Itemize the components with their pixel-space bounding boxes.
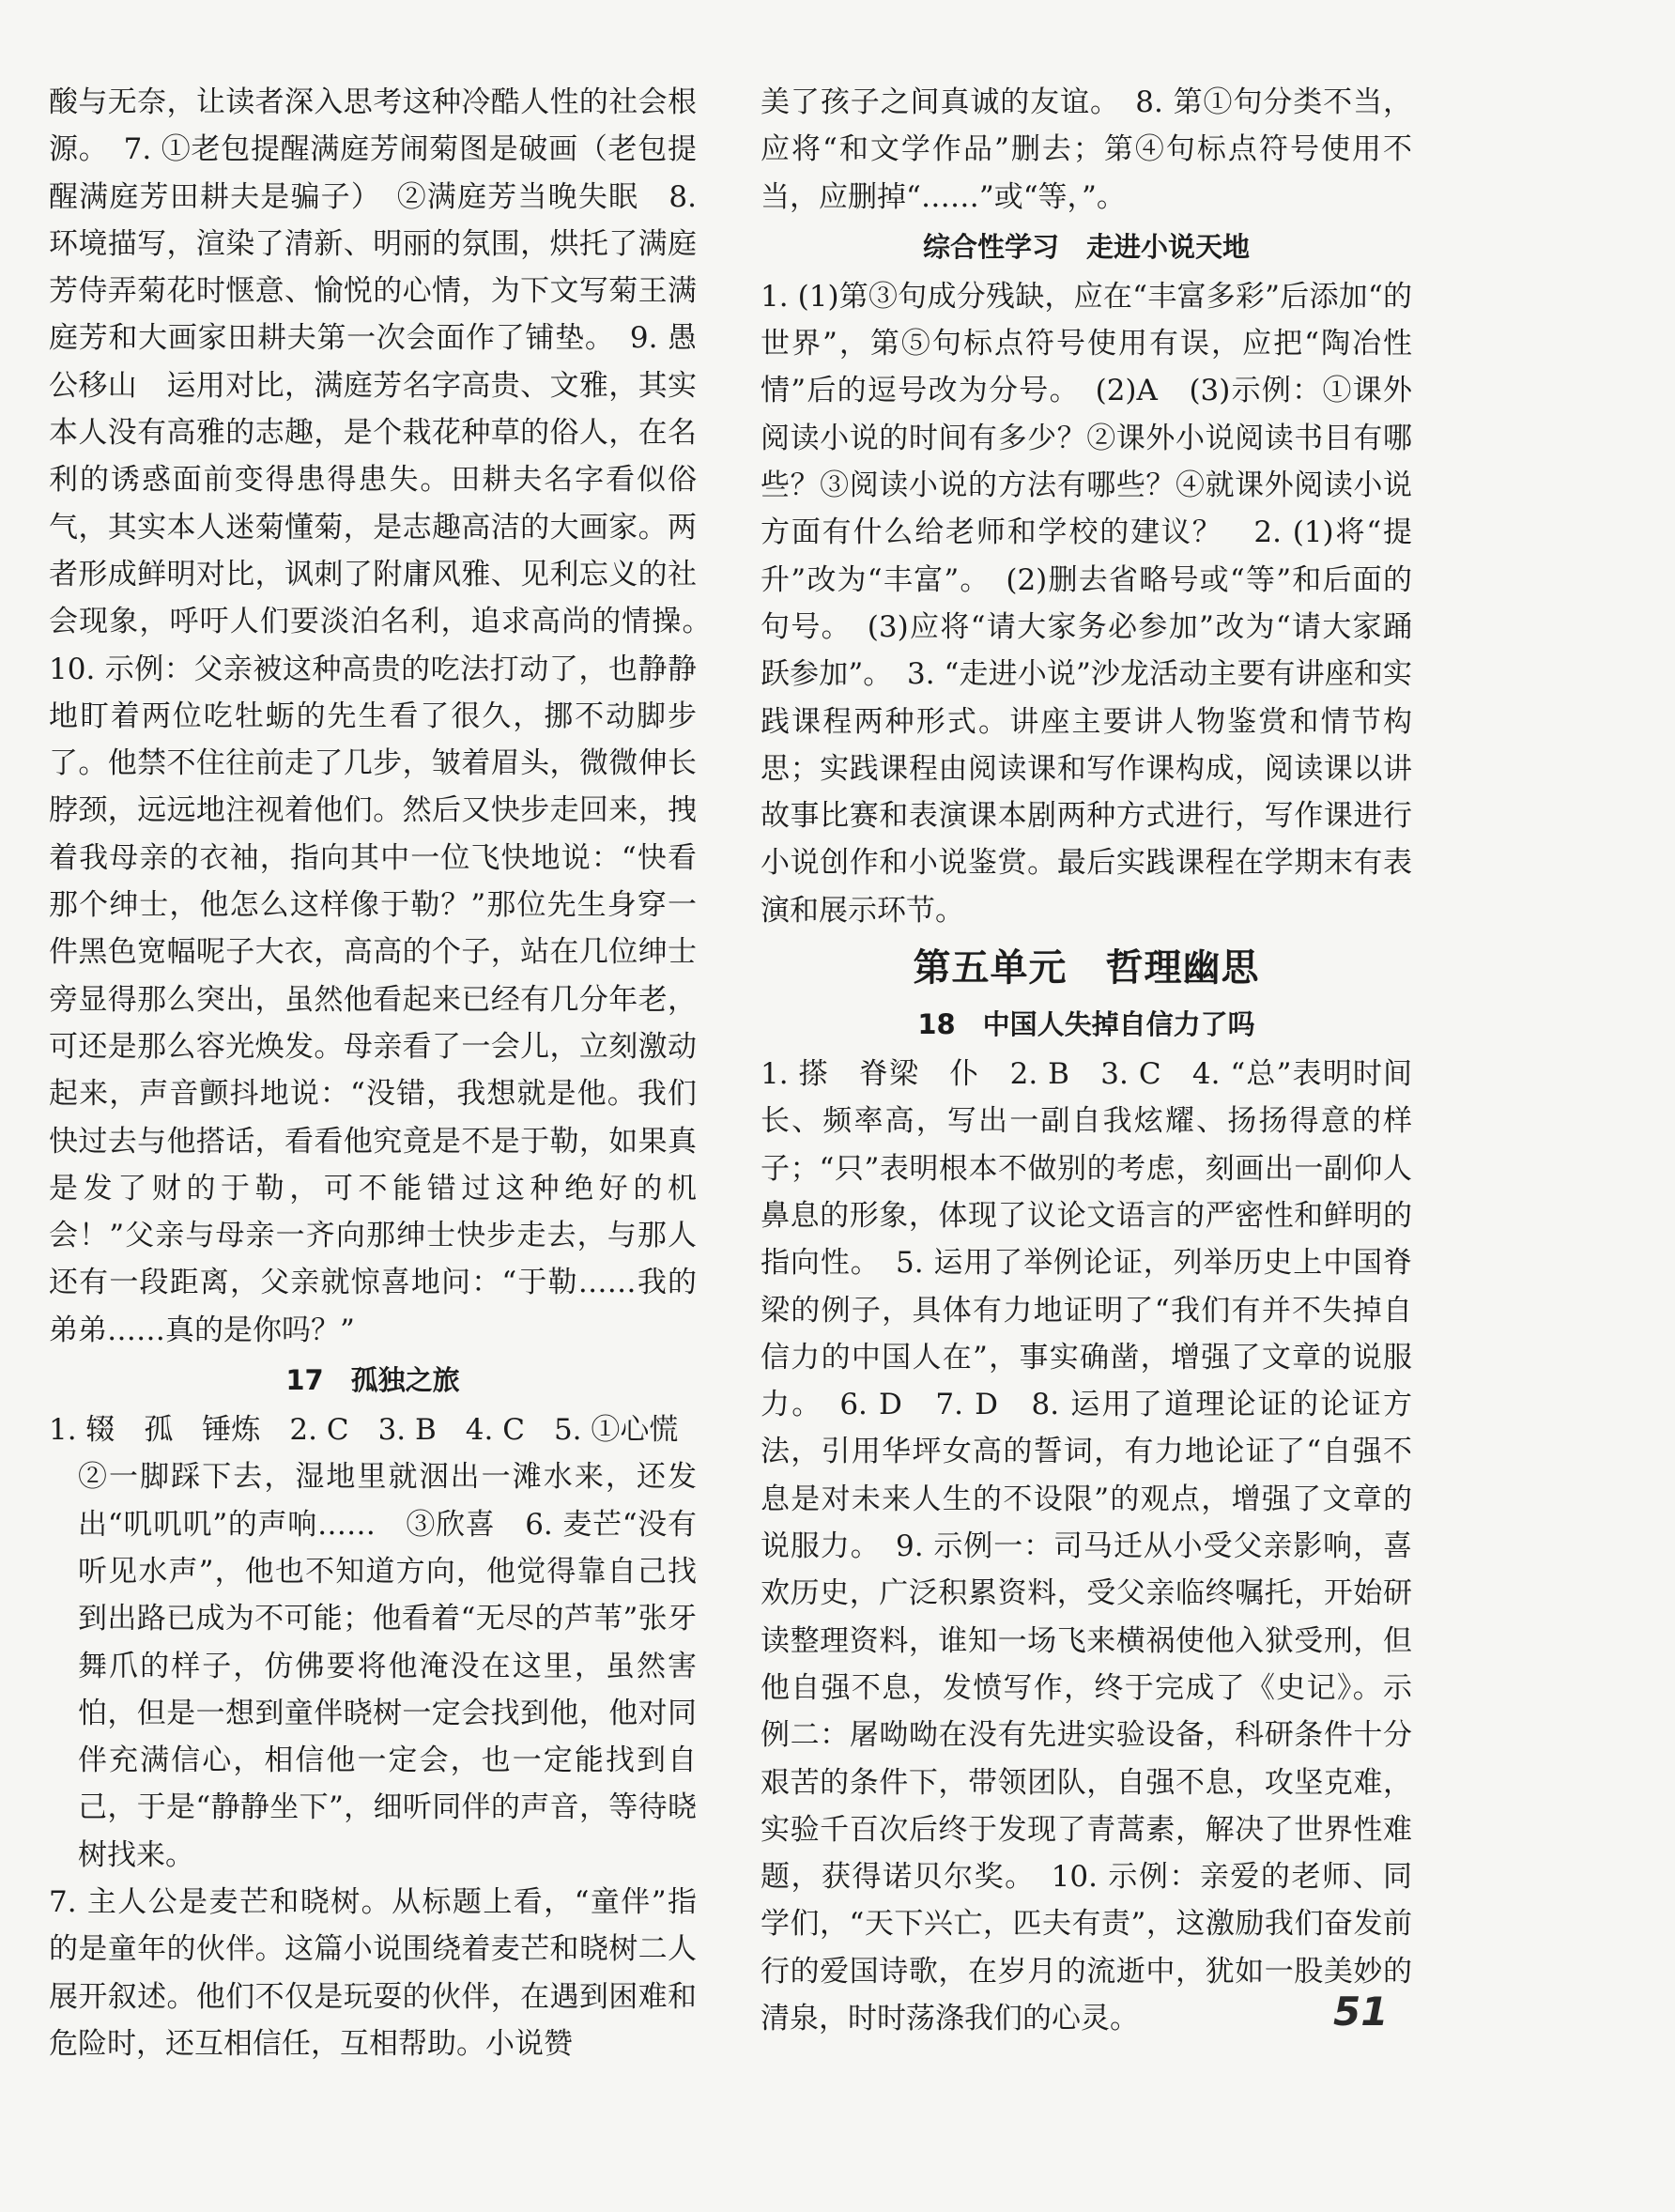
section-title-comprehensive-learning: 综合性学习 走进小说天地 [922,230,1250,263]
answer-paragraph-17-end: 美了孩子之间真诚的友谊。 8. 第①句分类不当，应将“和文学作品”删去；第④句标点符号使用不当，应删掉“……”或“等，”。 [761,85,1412,214]
answer-paragraph-comprehensive: 1. (1)第③句成分残缺，应在“丰富多彩”后添加“的世界”，第⑤句标点符号使用有误，应把“陶冶性情”后的逗号改为分号。 (2)A (3)示例：①课外阅读小说的时间有多少？②课外小说阅读书目有哪些？③阅读小说的方法有哪些？④就课外阅读小说方面有什么给老师和学校的建议？ 2. (1)将“提升”改为“丰富”。 (2)删去省略号或“等”和后面的句号。 (3)应将“请大家务必参加”改为“请大家踊跃参加”。 3. “走进小说”沙龙活动主要有讲座和实践课程两种形式。讲座主要讲人物鉴赏和情节构思；实践课程由阅读课和写作课构成，阅读课以讲故事比赛和表演课本剧两种方式进行，写作课进行小说创作和小说鉴赏。最后实践课程在学期末有表演和展示环节。 [761,279,1412,928]
unit-title-5: 第五单元 哲理幽思 [913,946,1260,991]
section-title-17: 17 孤独之旅 [285,1364,460,1397]
answer-paragraph-17-body: ②一脚踩下去，湿地里就洇出一滩水来，还发出“叽叽叽”的声响…… ③欣喜 6. 麦芒“没有听见水声”，他也不知道方向，他觉得靠自己找到出路已成为不可能；他看着“无尽的芦苇”张牙舞爪的样子，仿佛要将他淹没在这里，虽然害怕，但是一想到童伴晓树一定会找到他，他对同伴充满信心，相信他一定会，也一定能找到自己，于是“静静坐下”，细听同伴的声音，等待晓树找来。 [78,1460,697,1872]
left-column [49,79,726,2067]
section-title-18: 18 中国人失掉自信力了吗 [917,1008,1255,1041]
answer-paragraph-17-first-line: 1. 辍 孤 锤炼 2. C 3. B 4. C 5. ①心慌 [49,1413,679,1448]
right-column [761,79,1412,2042]
answer-paragraph-16-continued: 酸与无奈，让读者深入思考这种冷酷人性的社会根源。 7. ①老包提醒满庭芳闹菊图是破画（老包提醒满庭芳田耕夫是骗子） ②满庭芳当晚失眠 8. 环境描写，渲染了清新、明丽的氛围，烘托了满庭芳侍弄菊花时惬意、愉悦的心情，为下文写菊王满庭芳和大画家田耕夫第一次会面作了铺垫。 9. 愚公移山 运用对比，满庭芳名字高贵、文雅，其实本人没有高雅的志趣，是个栽花种草的俗人，在名利的诱惑面前变得患得患失。田耕夫名字看似俗气，其实本人迷菊懂菊，是志趣高洁的大画家。两者形成鲜明对比，讽刺了附庸风雅、见利忘义的社会现象，呼吁人们要淡泊名利，追求高尚的情操。 10. 示例：父亲被这种高贵的吃法打动了，也静静地盯着两位吃牡蛎的先生看了很久，挪不动脚步了。他禁不住往前走了几步，皱着眉头，微微伸长脖颈，远远地注视着他们。然后又快步走回来，拽着我母亲的衣袖，指向其中一位飞快地说：“快看那个绅士，他怎么这样像于勒？”那位先生身穿一件黑色宽幅呢子大衣，高高的个子，站在几位绅士旁显得那么突出，虽然他看起来已经有几分年老，可还是那么容光焕发。母亲看了一会儿，立刻激动起来，声音颤抖地说：“没错，我想就是他。我们快过去与他搭话，看看他究竟是不是于勒，如果真是发了财的于勒，可不能错过这种绝好的机会！”父亲与母亲一齐向那绅士快步走去，与那人还有一段距离，父亲就惊喜地问：“于勒……我的弟弟……真的是你吗？” [49,85,726,1347]
page-number: 51 [1333,1989,1389,2035]
answer-paragraph-17-q7: 7. 主人公是麦芒和晓树。从标题上看，“童伴”指的是童年的伙伴。这篇小说围绕着麦芒和晓树二人展开叙述。他们不仅是玩耍的伙伴，在遇到困难和危险时，还互相信任，互相帮助。小说赞 [49,1884,697,2061]
answer-paragraph-18: 1. 搽 脊梁 仆 2. B 3. C 4. “总”表明时间长、频率高，写出一副自我炫耀、扬扬得意的样子；“只”表明根本不做别的考虑，刻画出一副仰人鼻息的形象，体现了议论文语言的严密性和鲜明的指向性。 5. 运用了举例论证，列举历史上中国脊梁的例子，具体有力地证明了“我们有并不失掉自信力的中国人在”，事实确凿，增强了文章的说服力。 6. D 7. D 8. 运用了道理论证的论证方法，引用华坪女高的誓词，有力地论证了“自强不息是对未来人生的不设限”的观点，增强了文章的说服力。 9. 示例一：司马迁从小受父亲影响，喜欢历史，广泛积累资料，受父亲临终嘱托，开始研读整理资料，谁知一场飞来横祸使他入狱受刑，但他自强不息，发愤写作，终于完成了《史记》。示例二：屠呦呦在没有先进实验设备，科研条件十分艰苦的条件下，带领团队，自强不息，攻坚克难，实验千百次后终于发现了青蒿素，解决了世界性难题，获得诺贝尔奖。 10. 示例：亲爱的老师、同学们，“天下兴亡，匹夫有责”，这激励我们奋发前行的爱国诗歌，在岁月的流逝中，犹如一股美妙的清泉，时时荡涤我们的心灵。 [761,1057,1412,2035]
